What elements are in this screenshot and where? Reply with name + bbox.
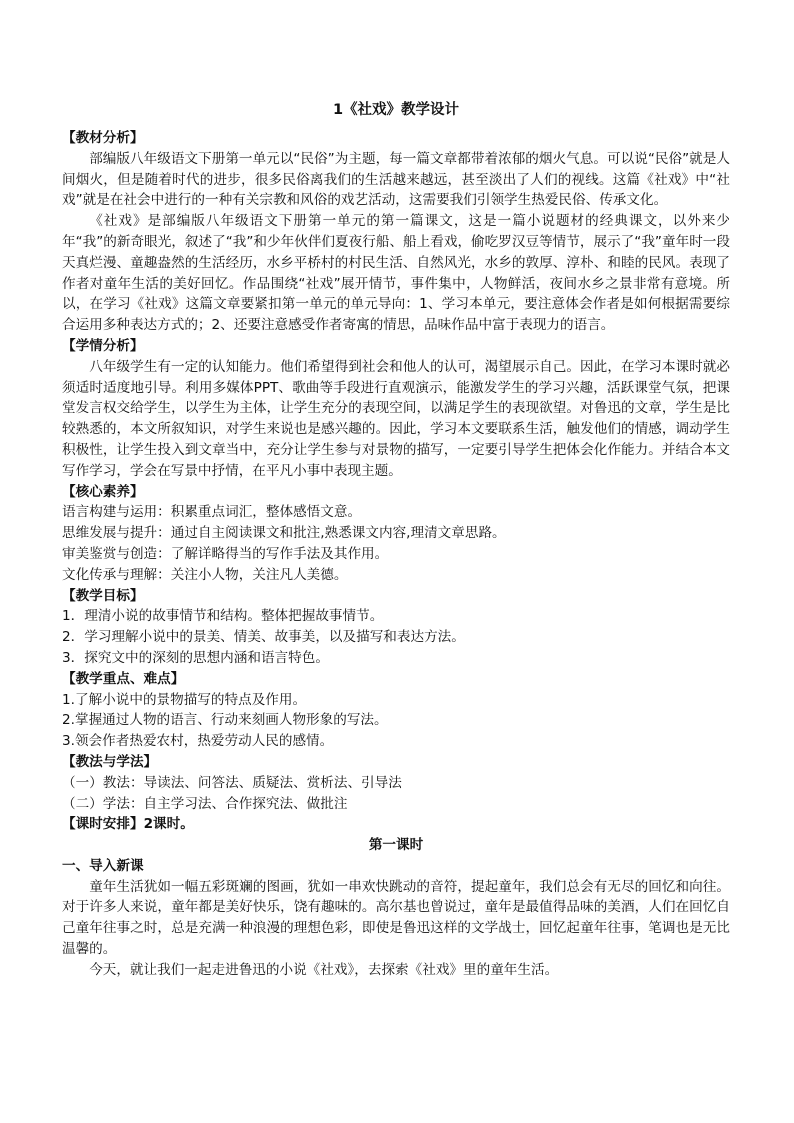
- section-heading-teaching-goals: 【教学目标】: [62, 587, 144, 604]
- document-title: 1《社戏》教学设计: [332, 102, 460, 118]
- list-item: 1.了解小说中的景物描写的特点及作用。: [62, 691, 307, 708]
- section-heading-methods: 【教法与学法】: [62, 753, 158, 770]
- paragraph: 部编版八年级语文下册第一单元以“民俗”为主题，每一篇文章都带着浓郁的烟火气息。可以说“民俗”就是人间烟火，但是随着时代的进步，很多民俗离我们的生活越来越远，甚至淡出了人们的视线。这篇《社戏》中“社戏”就是在社会中进行的一种有关宗教和风俗的戏艺活动，这需要我们引领学生热爱民俗、传承文化。: [62, 150, 730, 209]
- lesson-heading: 第一课时: [368, 837, 424, 854]
- part-heading-introduction: 一、导入新课: [62, 857, 144, 874]
- paragraph: 今天，就让我们一起走进鲁迅的小说《社戏》，去探索《社戏》里的童年生活。: [89, 961, 559, 978]
- section-heading-class-hours: 【课时安排】: [62, 816, 144, 833]
- list-item: 语言构建与运用：积累重点词汇，整体感悟文意。: [62, 504, 362, 521]
- paragraph: 《社戏》是部编版八年级语文下册第一单元的第一篇课文，这是一篇小说题材的经典课文，以外来少年“我”的新奇眼光，叙述了“我”和少年伙伴们夏夜行船、船上看戏，偷吃罗汉豆等情节，展示了“我”童年时一段天真烂漫、童趣盎然的生活经历，水乡平桥村的村民生活、自然风光，水乡的敦厚、淳朴、和睦的民风。表现了作者对童年生活的美好回忆。作品围绕“社戏”展开情节，事件集中，人物鲜活，夜间水乡之景非常有意境。所以，在学习《社戏》这篇文章要紧扣第一单元的单元导向：1、学习本单元，要注意体会作者是如何根据需要综合运用多种表达方式的；2、还要注意感受作者寄寓的情思，品味作品中富于表现力的语言。: [62, 213, 730, 334]
- section-heading-textbook-analysis: 【教材分析】: [62, 130, 144, 146]
- list-item: 2.掌握通过人物的语言、行动来刻画人物形象的写法。: [62, 712, 388, 729]
- section-heading-core-literacy: 【核心素养】: [62, 483, 144, 500]
- section-heading-key-points: 【教学重点、难点】: [62, 670, 185, 687]
- list-item: （一）教法：导读法、问答法、质疑法、赏析法、引导法: [62, 774, 402, 791]
- section-heading-learner-analysis: 【学情分析】: [62, 337, 144, 354]
- list-item: 思维发展与提升：通过自主阅读课文和批注,熟悉课文内容,理清文章思路。: [62, 525, 506, 542]
- list-item: 3.领会作者热爱农村，热爱劳动人民的感情。: [62, 733, 334, 750]
- paragraph: 八年级学生有一定的认知能力。他们希望得到社会和他人的认可，渴望展示自己。因此，在学习本课时就必须适时适度地引导。利用多媒体PPT、歌曲等手段进行直观演示，能激发学生的学习兴趣，活跃课堂气氛，把课堂发言权交给学生，以学生为主体，让学生充分的表现空间，以满足学生的表现欲望。对鲁迅的文章，学生是比较熟悉的，本文所叙知识，对学生来说也是感兴趣的。因此，学习本文要联系生活，触发他们的情感，调动学生积极性，让学生投入到文章当中，充分让学生参与对景物的描写，一定要引导学生把体会化作能力。并结合本文写作学习，学会在写景中抒情，在平凡小事中表现主题。: [62, 358, 730, 479]
- document-page: [62, 98, 730, 981]
- list-item: 文化传承与理解：关注小人物，关注凡人美德。: [62, 566, 348, 583]
- list-item: 2．学习理解小说中的景美、情美、故事美，以及描写和表达方法。: [62, 629, 465, 646]
- list-item: 审美鉴赏与创造：了解详略得当的写作手法及其作用。: [62, 545, 389, 562]
- class-hours-line: [62, 814, 730, 835]
- list-item: 3．探究文中的深刻的思想内涵和语言特色。: [62, 649, 329, 666]
- list-item: 1．理清小说的故事情节和结构。整体把握故事情节。: [62, 608, 384, 625]
- list-item: （二）学法：自主学习法、合作探究法、做批注: [62, 795, 348, 812]
- class-hours-value: 2课时。: [143, 816, 194, 833]
- paragraph: 童年生活犹如一幅五彩斑斓的图画，犹如一串欢快跳动的音符，提起童年，我们总会有无尽的回忆和向往。对于许多人来说，童年都是美好快乐，饶有趣味的。高尔基也曾说过，童年是最值得品味的美酒，人们在回忆自己童年往事之时，总是充满一种浪漫的理想色彩，即使是鲁迅这样的文学战士，回忆起童年往事，笔调也是无比温馨的。: [62, 878, 730, 958]
